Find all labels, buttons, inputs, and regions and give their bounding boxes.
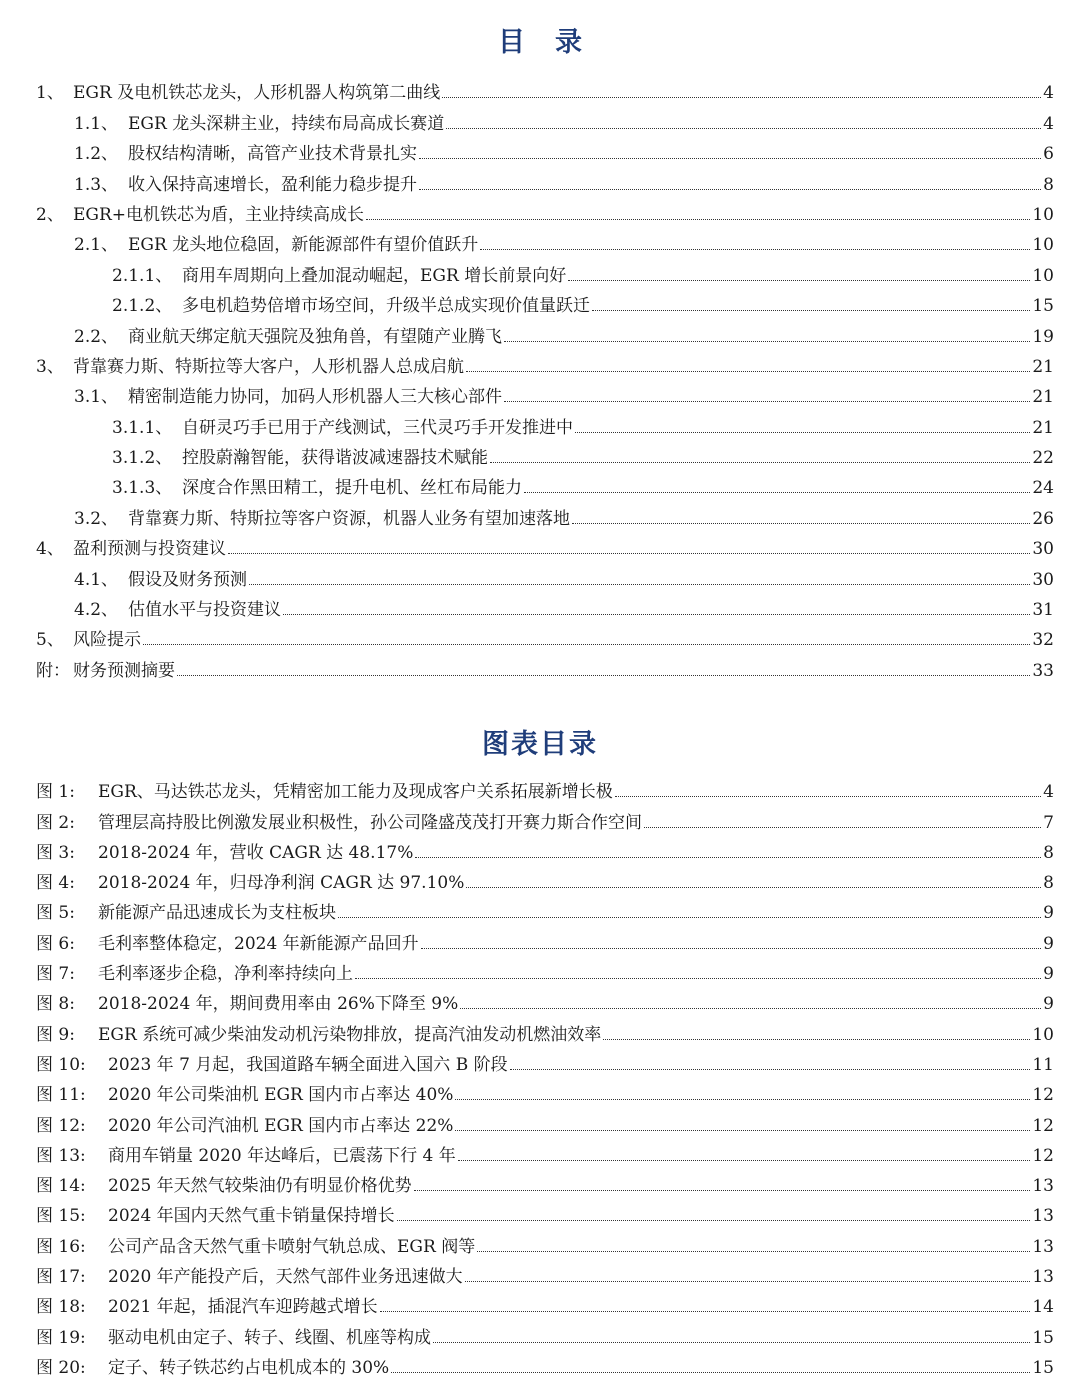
dot-leader — [460, 1008, 1041, 1009]
entry-number: 2.1.1、 — [112, 265, 173, 286]
dot-leader — [421, 948, 1042, 949]
entry-number: 图 2: — [36, 812, 75, 833]
dot-leader — [433, 1342, 1030, 1343]
toc-entry[interactable] — [36, 558, 1054, 588]
figure-entry[interactable] — [36, 1044, 1054, 1074]
dot-leader — [575, 432, 1030, 433]
dot-leader — [644, 827, 1041, 828]
figure-entry[interactable] — [36, 832, 1054, 862]
entry-title: 2020 年公司汽油机 EGR 国内市占率达 22% — [108, 1115, 454, 1136]
dot-leader — [465, 1281, 1031, 1282]
entry-number: 图 17: — [36, 1267, 86, 1288]
toc-entry[interactable] — [36, 254, 1054, 284]
page-number: 9 — [1043, 903, 1054, 924]
figure-entry[interactable] — [36, 1347, 1054, 1377]
dot-leader — [458, 1160, 1031, 1161]
dot-leader — [455, 1130, 1030, 1131]
entry-number: 图 3: — [36, 842, 75, 863]
page-number: 4 — [1043, 782, 1054, 803]
entry-title: 2020 年产能投产后，天然气部件业务迅速做大 — [108, 1267, 463, 1288]
dot-leader — [249, 584, 1030, 585]
page-number: 12 — [1032, 1085, 1054, 1106]
toc-entry[interactable] — [36, 589, 1054, 619]
entry-number: 图 12: — [36, 1115, 86, 1136]
entry-number: 图 7: — [36, 964, 75, 985]
entry-title: 盈利预测与投资建议 — [73, 539, 226, 560]
toc-entry[interactable] — [36, 467, 1054, 497]
toc-entry[interactable] — [36, 528, 1054, 558]
dot-leader — [568, 280, 1030, 281]
entry-number: 3.1.2、 — [112, 448, 173, 469]
dot-leader — [455, 1099, 1030, 1100]
dot-leader — [592, 310, 1030, 311]
figure-entry[interactable] — [36, 1195, 1054, 1225]
entry-title: 商业航天绑定航天强院及独角兽，有望随产业腾飞 — [128, 326, 502, 347]
toc-list — [36, 72, 1054, 680]
toc-entry[interactable] — [36, 315, 1054, 345]
entry-number: 图 1: — [36, 782, 75, 803]
page-number: 13 — [1032, 1176, 1054, 1197]
entry-number: 4.2、 — [74, 600, 119, 621]
entry-title: EGR 及电机铁芯龙头，人形机器人构筑第二曲线 — [73, 83, 441, 104]
page-number: 8 — [1043, 174, 1054, 195]
entry-title: 2018-2024 年，归母净利润 CAGR 达 97.10% — [98, 873, 465, 894]
toc-entry[interactable] — [36, 619, 1054, 649]
page-number: 9 — [1043, 964, 1054, 985]
dot-leader — [355, 978, 1041, 979]
entry-number: 3.1、 — [74, 387, 119, 408]
figure-entry[interactable] — [36, 862, 1054, 892]
entry-title: 2018-2024 年，期间费用率由 26%下降至 9% — [98, 994, 459, 1015]
entry-title: 2025 年天然气较柴油仍有明显价格优势 — [108, 1176, 412, 1197]
toc-entry[interactable] — [36, 163, 1054, 193]
dot-leader — [283, 614, 1030, 615]
entry-title: 财务预测摘要 — [73, 660, 175, 681]
entry-number: 图 16: — [36, 1236, 86, 1257]
dot-leader — [380, 1311, 1031, 1312]
entry-title: EGR 龙头深耕主业，持续布局高成长赛道 — [128, 113, 445, 134]
page-number: 4 — [1043, 113, 1054, 134]
entry-number: 图 10: — [36, 1054, 86, 1075]
page-number: 31 — [1032, 600, 1054, 621]
entry-title: 估值水平与投资建议 — [128, 600, 281, 621]
figure-entry[interactable] — [36, 953, 1054, 983]
entry-title: 管理层高持股比例激发展业积极性，孙公司隆盛茂茂打开赛力斯合作空间 — [98, 812, 642, 833]
entry-number: 图 18: — [36, 1297, 86, 1318]
entry-title: 商用车销量 2020 年达峰后，已震荡下行 4 年 — [108, 1145, 456, 1166]
entry-number: 2、 — [36, 204, 64, 225]
figure-list — [36, 771, 1054, 1377]
entry-title: 假设及财务预测 — [128, 569, 247, 590]
entry-number: 3.1.3、 — [112, 478, 173, 499]
entry-title: 控股蔚瀚智能，获得谐波减速器技术赋能 — [182, 448, 488, 469]
dot-leader — [477, 1251, 1030, 1252]
page-number: 15 — [1032, 1327, 1054, 1348]
page-number: 26 — [1032, 508, 1054, 529]
entry-title: 自研灵巧手已用于产线测试，三代灵巧手开发推进中 — [182, 417, 573, 438]
page-number: 12 — [1032, 1115, 1054, 1136]
entry-number: 图 4: — [36, 873, 75, 894]
dot-leader — [338, 917, 1041, 918]
entry-title: 深度合作黑田精工，提升电机、丝杠布局能力 — [182, 478, 522, 499]
dot-leader — [228, 553, 1030, 554]
entry-number: 1.2、 — [74, 144, 119, 165]
page-number: 32 — [1032, 630, 1054, 651]
figure-entry[interactable] — [36, 1074, 1054, 1104]
entry-number: 图 20: — [36, 1357, 86, 1378]
entry-title: EGR+电机铁芯为盾，主业持续高成长 — [73, 204, 365, 225]
dot-leader — [615, 796, 1041, 797]
dot-leader — [397, 1220, 1031, 1221]
figure-entry[interactable] — [36, 922, 1054, 952]
page-number: 30 — [1032, 539, 1054, 560]
entry-number: 图 6: — [36, 933, 75, 954]
page-number: 12 — [1032, 1145, 1054, 1166]
dot-leader — [480, 249, 1030, 250]
toc-entry[interactable] — [36, 406, 1054, 436]
entry-title: EGR 系统可减少柴油发动机污染物排放，提高汽油发动机燃油效率 — [98, 1024, 602, 1045]
entry-title: 定子、转子铁芯约占电机成本的 30% — [108, 1357, 390, 1378]
dot-leader — [177, 675, 1030, 676]
dot-leader — [419, 189, 1041, 190]
page-number: 10 — [1032, 235, 1054, 256]
page-number: 13 — [1032, 1236, 1054, 1257]
page-number: 19 — [1032, 326, 1054, 347]
dot-leader — [466, 887, 1041, 888]
page-number: 21 — [1032, 387, 1054, 408]
entry-title: 2018-2024 年，营收 CAGR 达 48.17% — [98, 842, 414, 863]
entry-title: 多电机趋势倍增市场空间，升级半总成实现价值量跃迁 — [182, 296, 590, 317]
toc-entry[interactable] — [36, 224, 1054, 254]
page-number: 33 — [1032, 660, 1054, 681]
page-number: 10 — [1032, 265, 1054, 286]
page-number: 8 — [1043, 873, 1054, 894]
entry-number: 附： — [36, 660, 70, 681]
entry-title: 风险提示 — [73, 630, 141, 651]
toc-entry[interactable] — [36, 346, 1054, 376]
figure-list-title: 图表目录 — [482, 729, 598, 760]
figure-entry[interactable] — [36, 1286, 1054, 1316]
page-number: 14 — [1032, 1297, 1054, 1318]
dot-leader — [490, 462, 1030, 463]
figure-entry[interactable] — [36, 1135, 1054, 1165]
entry-number: 图 14: — [36, 1176, 86, 1197]
page-number: 10 — [1032, 1024, 1054, 1045]
toc-entry[interactable] — [36, 102, 1054, 132]
page-number: 11 — [1032, 1054, 1054, 1075]
entry-number: 4、 — [36, 539, 64, 560]
entry-number: 3.1.1、 — [112, 417, 173, 438]
entry-number: 3.2、 — [74, 508, 119, 529]
figure-entry[interactable] — [36, 771, 1054, 801]
figure-entry[interactable] — [36, 1104, 1054, 1134]
toc-entry[interactable] — [36, 194, 1054, 224]
entry-number: 图 15: — [36, 1206, 86, 1227]
dot-leader — [466, 371, 1030, 372]
page-number: 21 — [1032, 356, 1054, 377]
entry-title: 2023 年 7 月起，我国道路车辆全面进入国六 B 阶段 — [108, 1054, 508, 1075]
figure-entry[interactable] — [36, 892, 1054, 922]
dot-leader — [414, 1190, 1031, 1191]
entry-title: 毛利率逐步企稳，净利率持续向上 — [98, 964, 353, 985]
entry-title: 2024 年国内天然气重卡销量保持增长 — [108, 1206, 395, 1227]
figure-entry[interactable] — [36, 1165, 1054, 1195]
dot-leader — [572, 523, 1030, 524]
entry-number: 1.1、 — [74, 113, 119, 134]
page-number: 21 — [1032, 417, 1054, 438]
entry-title: EGR 龙头地位稳固，新能源部件有望价值跃升 — [128, 235, 479, 256]
figure-entry[interactable] — [36, 1013, 1054, 1043]
dot-leader — [510, 1069, 1031, 1070]
entry-number: 图 9: — [36, 1024, 75, 1045]
entry-number: 图 11: — [36, 1085, 86, 1106]
entry-number: 图 8: — [36, 994, 75, 1015]
entry-title: EGR、马达铁芯龙头，凭精密加工能力及现成客户关系拓展新增长极 — [98, 782, 613, 803]
entry-title: 收入保持高速增长，盈利能力稳步提升 — [128, 174, 417, 195]
entry-title: 背靠赛力斯、特斯拉等客户资源，机器人业务有望加速落地 — [128, 508, 570, 529]
dot-leader — [603, 1039, 1030, 1040]
toc-entry[interactable] — [36, 497, 1054, 527]
page-number: 13 — [1032, 1206, 1054, 1227]
toc-title: 目录 — [498, 27, 612, 58]
dot-leader — [446, 128, 1041, 129]
entry-title: 精密制造能力协同，加码人形机器人三大核心部件 — [128, 387, 502, 408]
figure-entry[interactable] — [36, 983, 1054, 1013]
toc-entry[interactable] — [36, 437, 1054, 467]
toc-entry[interactable] — [36, 376, 1054, 406]
entry-number: 1.3、 — [74, 174, 119, 195]
dot-leader — [391, 1372, 1030, 1373]
page-number: 8 — [1043, 842, 1054, 863]
figure-entry[interactable] — [36, 1316, 1054, 1346]
entry-number: 图 19: — [36, 1327, 86, 1348]
page-number: 4 — [1043, 83, 1054, 104]
entry-title: 毛利率整体稳定，2024 年新能源产品回升 — [98, 933, 419, 954]
dot-leader — [143, 644, 1030, 645]
page-number: 9 — [1043, 933, 1054, 954]
page-number: 10 — [1032, 204, 1054, 225]
toc-entry[interactable] — [36, 649, 1054, 679]
entry-number: 3、 — [36, 356, 64, 377]
dot-leader — [366, 219, 1030, 220]
dot-leader — [504, 401, 1030, 402]
entry-title: 股权结构清晰，高管产业技术背景扎实 — [128, 144, 417, 165]
page-number: 30 — [1032, 569, 1054, 590]
toc-entry[interactable] — [36, 133, 1054, 163]
page-number: 22 — [1032, 448, 1054, 469]
toc-entry[interactable] — [36, 285, 1054, 315]
figure-entry[interactable] — [36, 1256, 1054, 1286]
entry-number: 图 5: — [36, 903, 75, 924]
page-number: 9 — [1043, 994, 1054, 1015]
entry-number: 2.2、 — [74, 326, 119, 347]
entry-title: 公司产品含天然气重卡喷射气轨总成、EGR 阀等 — [108, 1236, 476, 1257]
page-number: 6 — [1043, 144, 1054, 165]
dot-leader — [419, 158, 1041, 159]
page-number: 24 — [1032, 478, 1054, 499]
page-number: 7 — [1043, 812, 1054, 833]
dot-leader — [524, 492, 1030, 493]
page-number: 13 — [1032, 1267, 1054, 1288]
entry-number: 4.1、 — [74, 569, 119, 590]
entry-title: 新能源产品迅速成长为支柱板块 — [98, 903, 336, 924]
entry-title: 驱动电机由定子、转子、线圈、机座等构成 — [108, 1327, 431, 1348]
entry-number: 图 13: — [36, 1145, 86, 1166]
page-number: 15 — [1032, 1357, 1054, 1378]
entry-title: 2021 年起，插混汽车迎跨越式增长 — [108, 1297, 378, 1318]
entry-title: 商用车周期向上叠加混动崛起，EGR 增长前景向好 — [182, 265, 567, 286]
entry-title: 2020 年公司柴油机 EGR 国内市占率达 40% — [108, 1085, 454, 1106]
dot-leader — [504, 341, 1030, 342]
page-number: 15 — [1032, 296, 1054, 317]
figure-entry[interactable] — [36, 801, 1054, 831]
dot-leader — [442, 97, 1041, 98]
entry-number: 2.1.2、 — [112, 296, 173, 317]
entry-number: 1、 — [36, 83, 64, 104]
figure-entry[interactable] — [36, 1225, 1054, 1255]
entry-title: 背靠赛力斯、特斯拉等大客户，人形机器人总成启航 — [73, 356, 464, 377]
entry-number: 2.1、 — [74, 235, 119, 256]
dot-leader — [415, 857, 1041, 858]
toc-entry[interactable] — [36, 72, 1054, 102]
entry-number: 5、 — [36, 630, 64, 651]
